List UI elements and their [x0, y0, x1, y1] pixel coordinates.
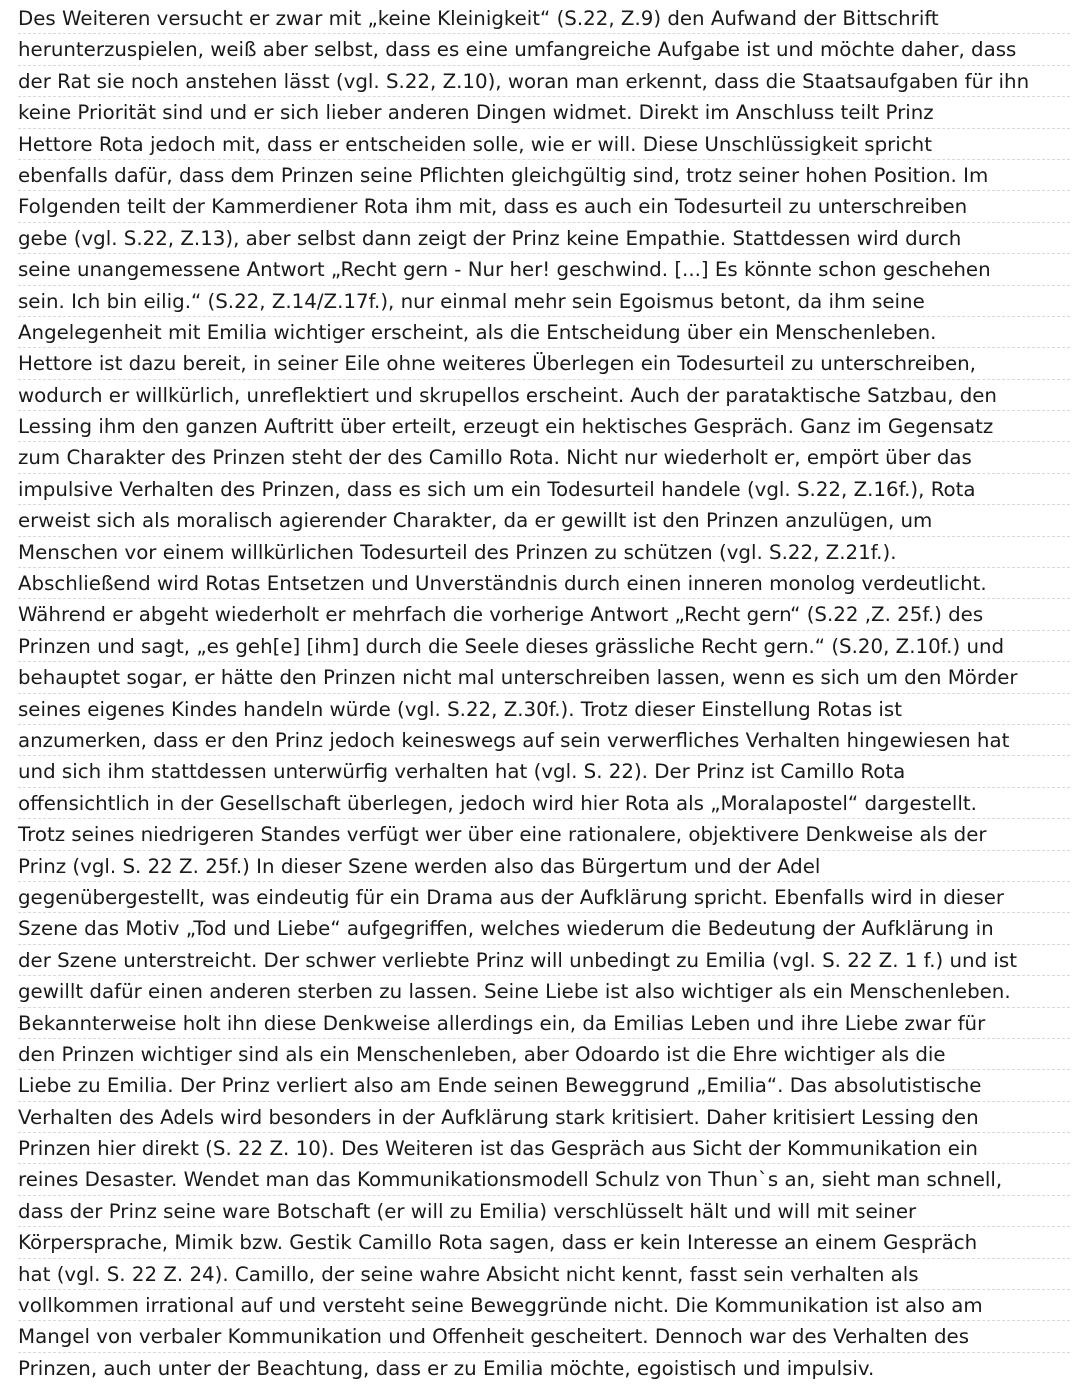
- text-line: anzumerken, dass er den Prinz jedoch keineswegs auf sein verwerfliches Verhalten hingewiesen hat: [18, 725, 1070, 756]
- text-line: Trotz seines niedrigeren Standes verfügt wer über eine rationalere, objektivere Denkweise als der: [18, 819, 1070, 850]
- text-line: Hettore Rota jedoch mit, dass er entscheiden solle, wie er will. Diese Unschlüssigkeit spricht: [18, 129, 1070, 160]
- text-line: offensichtlich in der Gesellschaft überlegen, jedoch wird hier Rota als „Moralapostel“ dargestellt.: [18, 788, 1070, 819]
- text-line: Menschen vor einem willkürlichen Todesurteil des Prinzen zu schützen (vgl. S.22, Z.21f.).: [18, 537, 1070, 568]
- text-line: Lessing ihm den ganzen Auftritt über erteilt, erzeugt ein hektisches Gespräch. Ganz im Gegensatz: [18, 411, 1070, 442]
- text-line: Hettore ist dazu bereit, in seiner Eile ohne weiteres Überlegen ein Todesurteil zu unterschreiben,: [18, 348, 1070, 379]
- text-line: Körpersprache, Mimik bzw. Gestik Camillo Rota sagen, dass er kein Interesse an einem Gespräch: [18, 1227, 1070, 1258]
- text-line: Angelegenheit mit Emilia wichtiger erscheint, als die Entscheidung über ein Menschenleben.: [18, 317, 1070, 348]
- text-line: hat (vgl. S. 22 Z. 24). Camillo, der seine wahre Absicht nicht kennt, fasst sein verhalten als: [18, 1259, 1070, 1290]
- text-line: reines Desaster. Wendet man das Kommunikationsmodell Schulz von Thun`s an, sieht man schnell,: [18, 1164, 1070, 1195]
- text-line: Prinzen, auch unter der Beachtung, dass er zu Emilia möchte, egoistisch und impulsiv.: [18, 1356, 875, 1380]
- text-line: Mangel von verbaler Kommunikation und Offenheit gescheitert. Dennoch war des Verhalten des: [18, 1321, 1070, 1352]
- text-line: ebenfalls dafür, dass dem Prinzen seine Pflichten gleichgültig sind, trotz seiner hohen Position. Im: [18, 160, 1070, 191]
- text-line: wodurch er willkürlich, unreflektiert und skrupellos erscheint. Auch der parataktische Satzbau, den: [18, 380, 1070, 411]
- text-line: seines eigenes Kindes handeln würde (vgl. S.22, Z.30f.). Trotz dieser Einstellung Rotas ist: [18, 694, 1070, 725]
- text-line: Prinzen und sagt, „es geh[e] [ihm] durch die Seele dieses grässliche Recht gern.“ (S.20, Z.10f.) und: [18, 631, 1070, 662]
- text-line: Bekannterweise holt ihn diese Denkweise allerdings ein, da Emilias Leben und ihre Liebe zwar für: [18, 1008, 1070, 1039]
- text-line: erweist sich als moralisch agierender Charakter, da er gewillt ist den Prinzen anzulügen, um: [18, 505, 1070, 536]
- text-line: der Rat sie noch anstehen lässt (vgl. S.22, Z.10), woran man erkennt, dass die Staatsaufgaben für ihn: [18, 66, 1070, 97]
- text-line: Liebe zu Emilia. Der Prinz verliert also am Ende seinen Beweggrund „Emilia“. Das absolutistische: [18, 1070, 1070, 1101]
- text-line: behauptet sogar, er hätte den Prinzen nicht mal unterschreiben lassen, wenn es sich um den Mörder: [18, 662, 1070, 693]
- text-line: Während er abgeht wiederholt er mehrfach die vorherige Antwort „Recht gern“ (S.22 ,Z. 25f.) des: [18, 599, 1070, 630]
- text-line: dass der Prinz seine ware Botschaft (er will zu Emilia) verschlüsselt hält und will mit seiner: [18, 1196, 1070, 1227]
- text-line: impulsive Verhalten des Prinzen, dass es sich um ein Todesurteil handele (vgl. S.22, Z.16f.), Rota: [18, 474, 1070, 505]
- text-line: gewillt dafür einen anderen sterben zu lassen. Seine Liebe ist also wichtiger als ein Menschenleben.: [18, 976, 1070, 1007]
- essay-text: [18, 3, 1070, 1384]
- text-line: Verhalten des Adels wird besonders in der Aufklärung stark kritisiert. Daher kritisiert Lessing den: [18, 1102, 1070, 1133]
- text-line: den Prinzen wichtiger sind als ein Menschenleben, aber Odoardo ist die Ehre wichtiger als die: [18, 1039, 1070, 1070]
- text-line: gegenübergestellt, was eindeutig für ein Drama aus der Aufklärung spricht. Ebenfalls wird in dieser: [18, 882, 1070, 913]
- text-line: Abschließend wird Rotas Entsetzen und Unverständnis durch einen inneren monolog verdeutlicht.: [18, 568, 1070, 599]
- text-line: sein. Ich bin eilig.“ (S.22, Z.14/Z.17f.), nur einmal mehr sein Egoismus betont, da ihm seine: [18, 286, 1070, 317]
- text-line: zum Charakter des Prinzen steht der des Camillo Rota. Nicht nur wiederholt er, empört über das: [18, 442, 1070, 473]
- text-line: Des Weiteren versucht er zwar mit „keine Kleinigkeit“ (S.22, Z.9) den Aufwand der Bittschrift: [18, 3, 1070, 34]
- text-line: Prinz (vgl. S. 22 Z. 25f.) In dieser Szene werden also das Bürgertum und der Adel: [18, 851, 1070, 882]
- text-line: Folgenden teilt der Kammerdiener Rota ihm mit, dass es auch ein Todesurteil zu unterschreiben: [18, 191, 1070, 222]
- text-line: keine Priorität sind und er sich lieber anderen Dingen widmet. Direkt im Anschluss teilt Prinz: [18, 97, 1070, 128]
- text-line: Prinzen hier direkt (S. 22 Z. 10). Des Weiteren ist das Gespräch aus Sicht der Kommunikation ein: [18, 1133, 1070, 1164]
- text-line: gebe (vgl. S.22, Z.13), aber selbst dann zeigt der Prinz keine Empathie. Stattdessen wird durch: [18, 223, 1070, 254]
- text-line: vollkommen irrational auf und versteht seine Beweggründe nicht. Die Kommunikation ist also am: [18, 1290, 1070, 1321]
- text-line: Szene das Motiv „Tod und Liebe“ aufgegriffen, welches wiederum die Bedeutung der Aufklärung in: [18, 913, 1070, 944]
- text-line: der Szene unterstreicht. Der schwer verliebte Prinz will unbedingt zu Emilia (vgl. S. 22 Z. 1 f.) und ist: [18, 945, 1070, 976]
- text-line: seine unangemessene Antwort „Recht gern - Nur her! geschwind. [...] Es könnte schon geschehen: [18, 254, 1070, 285]
- text-line: und sich ihm stattdessen unterwürfig verhalten hat (vgl. S. 22). Der Prinz ist Camillo Rota: [18, 756, 1070, 787]
- text-line: herunterzuspielen, weiß aber selbst, dass es eine umfangreiche Aufgabe ist und möchte daher, dass: [18, 34, 1070, 65]
